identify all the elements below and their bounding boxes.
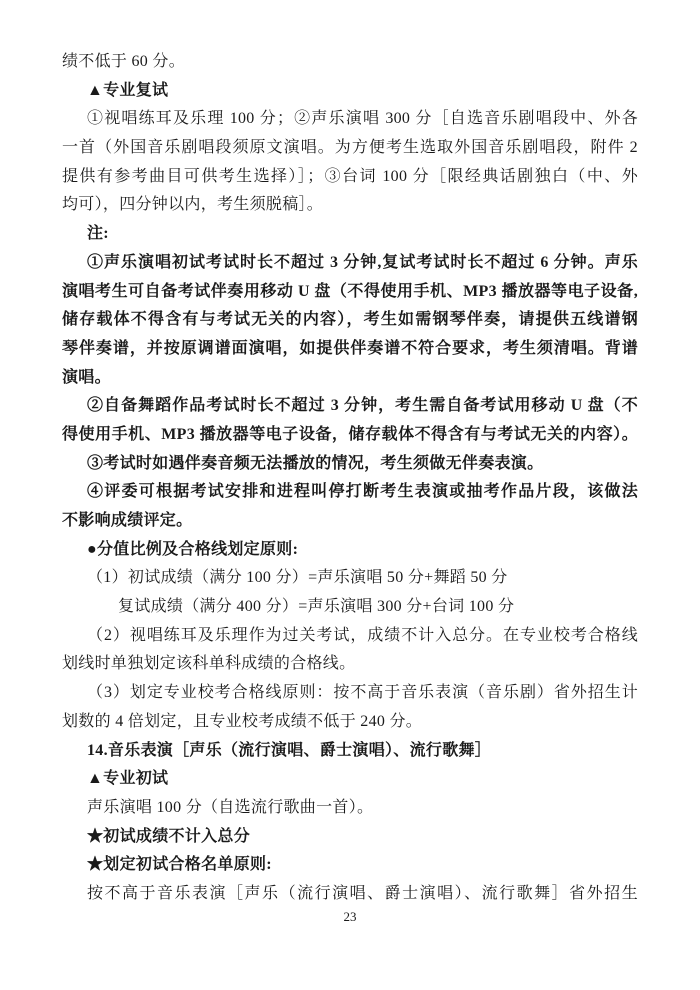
page-number: 23 [343, 909, 357, 924]
note1-l4: 琴伴奏谱，并按原调谱面演唱，如提供伴奏谱不符合要求，考生须清唱。背谱 [62, 339, 638, 357]
note2-l2: 得使用手机、MP3 播放器等电子设备，储存载体不得含有与考试无关的内容）。 [62, 425, 638, 443]
para-retest-subjects-l4: 均可），四分钟以内，考生须脱稿］。 [62, 196, 324, 214]
document-body [62, 48, 638, 909]
para-retest-subjects-l2: 一首（外国音乐剧唱段须原文演唱。为方便考生选取外国音乐剧唱段，附件 2 [62, 139, 638, 157]
note1-l5: 演唱。 [62, 368, 111, 386]
rule3-l2: 划数的 4 倍划定，且专业校考成绩不低于 240 分。 [62, 712, 423, 730]
rule2-l2: 划线时单独划定该科单科成绩的合格线。 [62, 655, 356, 673]
note3: ③考试时如遇伴奏音频无法播放的情况，考生须做无伴奏表演。 [87, 454, 544, 472]
note1-l3: 储存载体不得含有与考试无关的内容），考生如需钢琴伴奏，请提供五线谱钢 [62, 311, 638, 329]
para-retest-subjects-l1: ①视唱练耳及乐理 100 分；②声乐演唱 300 分［自选音乐剧唱段中、外各 [87, 110, 638, 128]
para-retest-subjects-l3: 提供有参考曲目可供考生选择）］；③台词 100 分［限经典话剧独白（中、外 [62, 167, 638, 185]
para-pass-list-rule-l1: 按不高于音乐表演［声乐（流行演唱、爵士演唱）、流行歌舞］省外招生 [87, 884, 638, 902]
note4-l1: ④评委可根据考试安排和进程叫停打断考生表演或抽考作品片段，该做法 [87, 483, 638, 501]
heading-score-ratio-rules: ●分值比例及合格线划定原则: [87, 540, 299, 558]
rule2-l1: （2）视唱练耳及乐理作为过关考试，成绩不计入总分。在专业校考合格线 [87, 626, 638, 644]
heading-major-14-pop-vocal: 14.音乐表演［声乐（流行演唱、爵士演唱）、流行歌舞］ [87, 741, 492, 759]
note1-l1: ①声乐演唱初试考试时长不超过 3 分钟,复试考试时长不超过 6 分钟。声乐 [87, 253, 638, 271]
text-line-carryover: 绩不低于 60 分。 [62, 53, 186, 70]
rule3-l1: （3）划定专业校考合格线原则：按不高于音乐表演（音乐剧）省外招生计 [87, 684, 638, 702]
formula-retest-score: 复试成绩（满分 400 分）=声乐演唱 300 分+台词 100 分 [118, 598, 515, 616]
note2-l1: ②自备舞蹈作品考试时长不超过 3 分钟，考生需自备考试用移动 U 盘（不 [87, 397, 638, 415]
para-initial-subject: 声乐演唱 100 分（自选流行歌曲一首）。 [87, 798, 374, 816]
heading-professional-initial: ▲专业初试 [87, 770, 169, 788]
note4-l2: 不影响成绩评定。 [62, 512, 193, 529]
star-initial-score-note: ★初试成绩不计入总分 [87, 827, 251, 845]
note1-l2: 演唱考生可自备考试伴奏用移动 U 盘（不得使用手机、MP3 播放器等电子设备, [62, 282, 638, 300]
star-initial-pass-list-rule: ★划定初试合格名单原则: [87, 856, 272, 874]
notes-label: 注: [87, 225, 109, 243]
formula-initial-score: （1）初试成绩（满分 100 分）=声乐演唱 50 分+舞蹈 50 分 [87, 569, 508, 587]
heading-professional-retest: ▲专业复试 [87, 81, 169, 99]
